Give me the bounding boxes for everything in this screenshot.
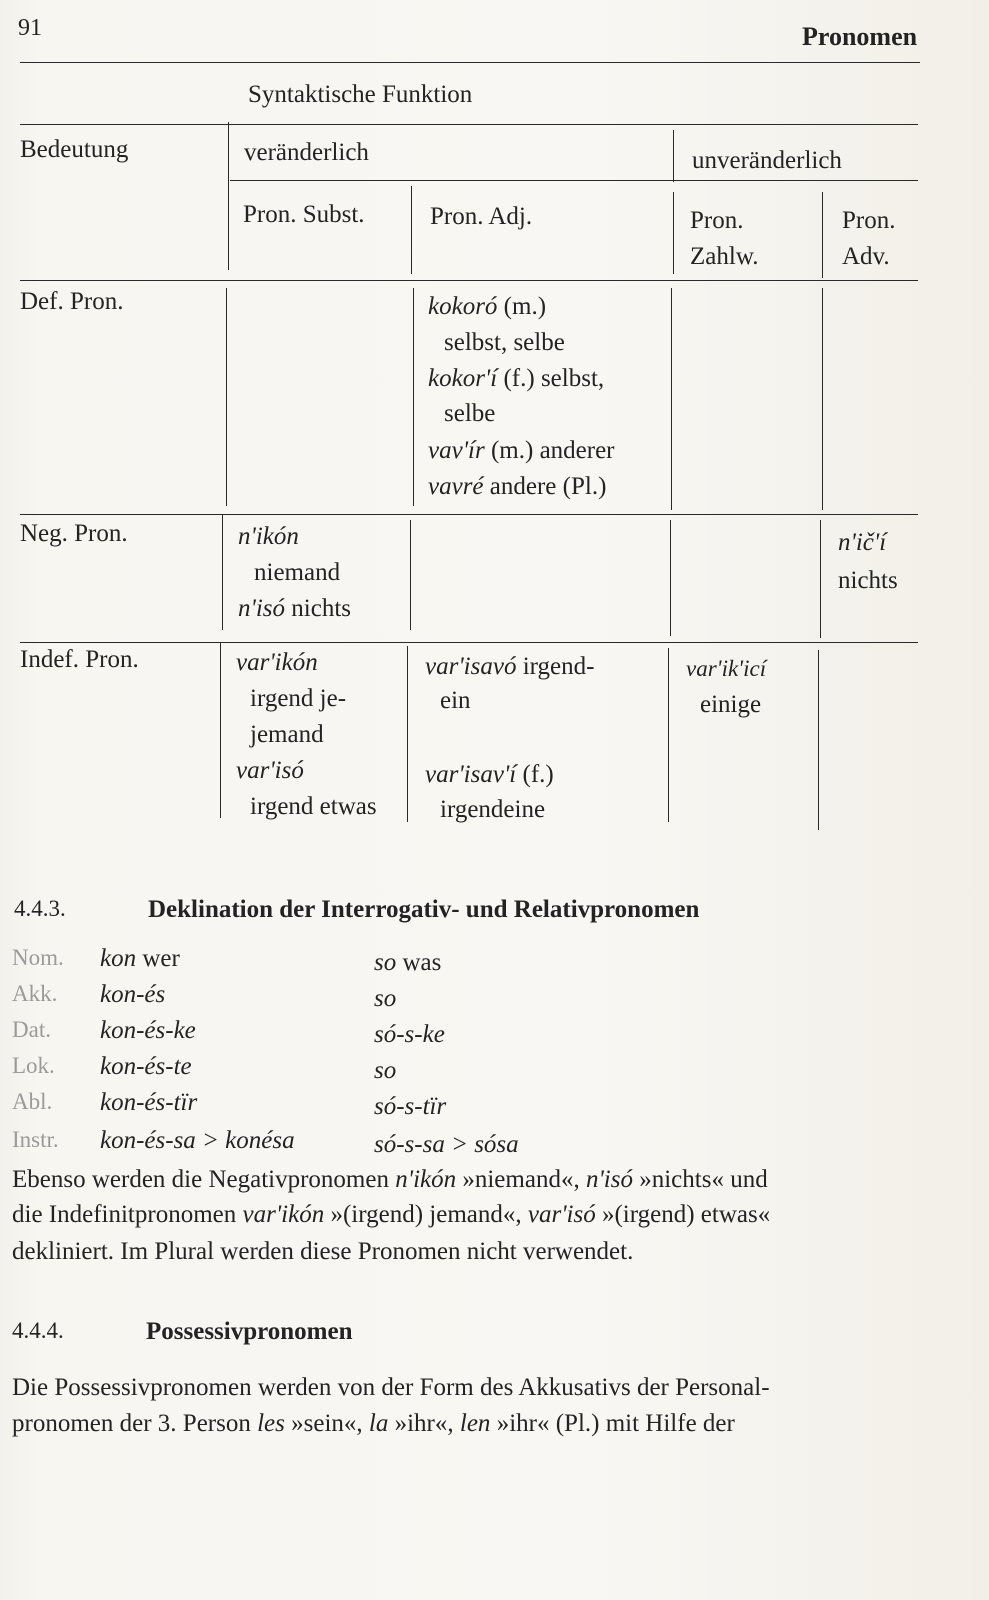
case-label: Abl. xyxy=(12,1089,53,1114)
table-rule-def xyxy=(20,514,918,515)
case-label: Instr. xyxy=(12,1127,59,1152)
vline-2-def xyxy=(413,288,414,506)
neg-adv-line: nichts xyxy=(838,567,898,594)
vline-4-neg xyxy=(820,520,821,638)
table-rule-top xyxy=(20,124,918,125)
col-adv-line1: Pron. xyxy=(842,207,896,234)
what-form: só-s-ke xyxy=(374,1021,445,1048)
vline-1-header xyxy=(228,122,229,270)
what-form: só-s-tïr xyxy=(374,1093,447,1120)
header-rule xyxy=(20,62,920,63)
def-adj-line: selbst, selbe xyxy=(444,329,565,356)
vline-1-def xyxy=(226,288,227,506)
section-443-number: 4.4.3. xyxy=(14,896,66,921)
indef-num-line: varʹikʹicí xyxy=(686,656,767,681)
vline-4-header xyxy=(822,192,823,278)
what-form: so was xyxy=(374,949,442,976)
indef-adj-line: ein xyxy=(440,687,471,714)
case-label: Dat. xyxy=(12,1017,51,1042)
neg-subst-line: nʹikón xyxy=(238,523,299,550)
col-subst: Pron. Subst. xyxy=(243,201,365,228)
row-label-indef: Indef. Pron. xyxy=(20,646,139,673)
def-adj-line: kokoró (m.) xyxy=(428,293,547,320)
who-form: kon-és-te xyxy=(100,1053,192,1080)
vline-1-neg xyxy=(222,514,223,630)
what-form: so xyxy=(374,1057,397,1084)
def-adj-line: vavʹír (m.) anderer xyxy=(428,437,615,464)
def-adj-line: kokorʹí (f.) selbst, xyxy=(428,365,605,392)
def-adj-line: selbe xyxy=(444,400,496,427)
indef-adj-line: irgendeine xyxy=(440,796,546,823)
col-meaning: Bedeutung xyxy=(20,136,129,163)
section-443-title: Deklination der Interrogativ- und Relativpronomen xyxy=(148,896,700,923)
col-adj: Pron. Adj. xyxy=(430,203,533,230)
who-form: kon-és-ke xyxy=(100,1017,196,1044)
neg-subst-line: nʹisó nichts xyxy=(238,595,351,622)
indef-subst-line: irgend je- xyxy=(250,685,347,712)
indef-subst-line: varʹikón xyxy=(236,649,318,676)
vline-4-def xyxy=(822,288,823,510)
vline-3-group xyxy=(673,130,674,182)
def-adj-line: vavré andere (Pl.) xyxy=(428,473,607,500)
vline-2-header xyxy=(411,186,412,274)
what-form: só-s-sa > sósa xyxy=(374,1131,519,1158)
table-rule-header xyxy=(20,280,918,281)
col-num-line1: Pron. xyxy=(690,207,744,234)
vline-2-neg xyxy=(410,520,411,630)
indef-adj-line: varʹisavó irgend- xyxy=(425,653,595,680)
who-form: kon-és-sa > konésa xyxy=(100,1127,295,1154)
page-number: 91 xyxy=(18,15,42,41)
row-label-neg: Neg. Pron. xyxy=(20,520,128,547)
who-form: kon-és-tïr xyxy=(100,1089,198,1116)
case-label: Akk. xyxy=(12,981,58,1006)
paragraph-line: die Indefinitpronomen varʹikón »(irgend) jemand«, varʹisó »(irgend) etwas« xyxy=(12,1201,771,1228)
indef-num-line: einige xyxy=(700,691,762,718)
row-label-def: Def. Pron. xyxy=(20,288,124,315)
vline-4-indef xyxy=(818,650,819,830)
paragraph-line: pronomen der 3. Person les »sein«, la »ihr«, len »ihr« (Pl.) mit Hilfe der xyxy=(12,1410,735,1437)
col-adv-line2: Adv. xyxy=(842,243,890,270)
vline-3-indef xyxy=(668,648,669,822)
super-header: Syntaktische Funktion xyxy=(248,81,473,108)
group-invariable: unveränderlich xyxy=(692,147,842,174)
vline-3-def xyxy=(671,288,672,510)
vline-1-indef xyxy=(220,642,221,818)
paragraph-line: Ebenso werden die Negativpronomen nʹikón »niemand«, nʹisó »nichts« und xyxy=(12,1166,768,1193)
what-form: so xyxy=(374,985,397,1012)
case-label: Lok. xyxy=(12,1053,55,1078)
indef-adj-line: varʹisavʹí (f.) xyxy=(425,761,554,788)
indef-subst-line: jemand xyxy=(250,721,324,748)
vline-3-header xyxy=(673,192,674,274)
table-rule-neg xyxy=(20,642,918,643)
vline-2-indef xyxy=(407,646,408,822)
group-variable: veränderlich xyxy=(244,139,369,166)
neg-adv-line: nʹičʹí xyxy=(838,529,887,556)
neg-subst-line: niemand xyxy=(254,559,341,586)
paragraph-line: Die Possessivpronomen werden von der Form des Akkusativs der Personal- xyxy=(12,1374,770,1401)
section-444-title: Possessivpronomen xyxy=(146,1318,353,1345)
section-444-number: 4.4.4. xyxy=(12,1318,64,1343)
vline-3-neg xyxy=(670,520,671,636)
paragraph-line: dekliniert. Im Plural werden diese Pronomen nicht verwendet. xyxy=(12,1238,634,1265)
case-label: Nom. xyxy=(12,945,64,970)
indef-subst-line: irgend etwas xyxy=(250,793,377,820)
col-num-line2: Zahlw. xyxy=(690,243,759,270)
who-form: kon wer xyxy=(100,945,180,972)
running-title: Pronomen xyxy=(802,22,918,51)
indef-subst-line: varʹisó xyxy=(236,757,304,784)
who-form: kon-és xyxy=(100,981,166,1008)
table-rule-group xyxy=(230,180,918,181)
